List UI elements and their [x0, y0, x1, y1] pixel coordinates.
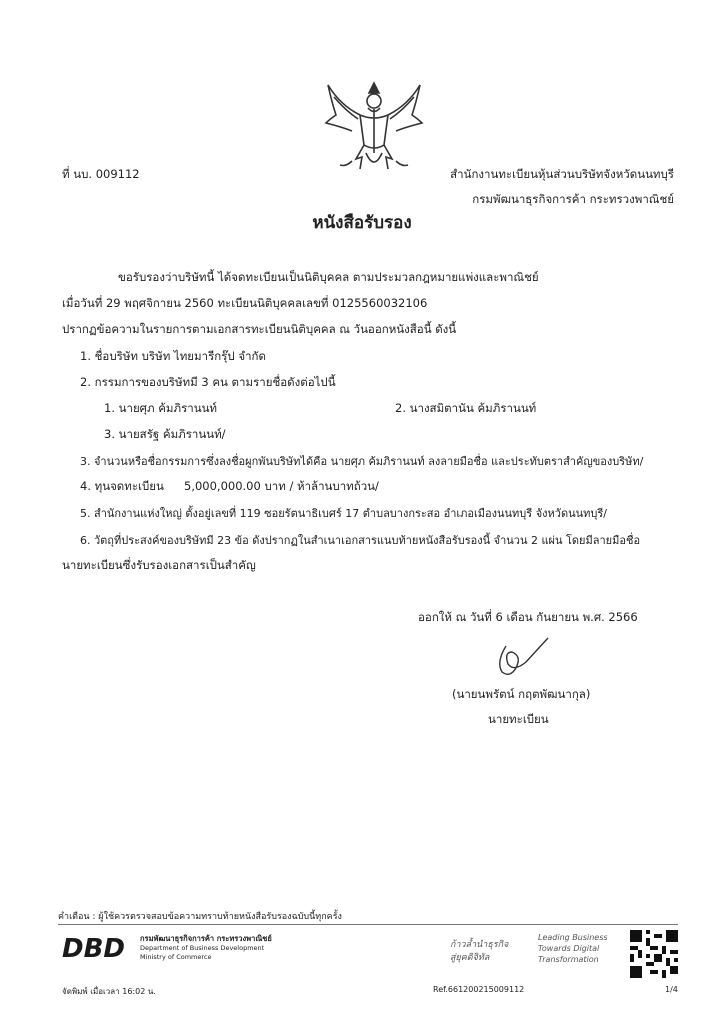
garuda-emblem-icon: [322, 75, 426, 179]
qr-code-icon: [630, 930, 678, 978]
slogan-en-2: Towards Digital: [538, 944, 600, 953]
director-1: 1. นายศุภ ค้มภิรานนท์: [104, 401, 218, 415]
reference-code: Ref.661200215009112: [433, 985, 525, 994]
slogan-th-1: ก้าวล้ำนำธุรกิจ: [450, 940, 509, 950]
department-name-en: Department of Business Development: [140, 944, 265, 952]
slogan-en-1: Leading Business: [538, 933, 608, 942]
dbd-logo-text: DBD: [62, 934, 125, 964]
registrar-name: (นายนพรัตน์ กฤตพัฒนากุล): [452, 687, 591, 701]
issuing-office: สำนักงานทะเบียนหุ้นส่วนบริษัทจังหวัดนนทบุรี: [450, 167, 674, 181]
objectives-item: 6. วัตถุที่ประสงค์ของบริษัทมี 23 ข้อ ดังปรากฏในสำเนาเอกสารแนบท้ายหนังสือรับรองนี้ จำนวน 2 แผ่น โดยมีลายมือชื่อ: [80, 534, 641, 547]
head-office-item: 5. สำนักงานแห่งใหญ่ ตั้งอยู่เลขที่ 119 ซอยรัตนาธิเบศร์ 17 ตำบลบางกระสอ อำเภอเมืองนนทบุรี จังหวัดนนทบุรี/: [80, 507, 607, 520]
reference-number: ที่ นบ. 009112: [62, 167, 140, 181]
footer-warning: คำเตือน : ผู้ใช้ควรตรวจสอบข้อความทราบท้ายหนังสือรับรองฉบับนี้ทุกครั้ง: [58, 912, 342, 922]
director-3: 3. นายสรัฐ ค้มภิรานนท์/: [104, 427, 226, 441]
directors-count-item: 2. กรรมการของบริษัทมี 3 คน ตามรายชื่อดังต่อไปนี้: [80, 375, 336, 389]
dbd-logo-icon: [60, 930, 134, 964]
registered-capital-value: 5,000,000.00 บาท / ห้าล้านบาทถ้วน/: [184, 479, 379, 493]
authorized-signatory-item: 3. จำนวนหรือชื่อกรรมการซึ่งลงชื่อผูกพันบริษัทได้คือ นายศุภ ค้มภิรานนท์ ลงลายมือชื่อ และประทับตราสำคัญของบริษัท/: [80, 455, 644, 468]
footer-divider: [58, 924, 678, 925]
registration-date-number: เมื่อวันที่ 29 พฤศจิกายน 2560 ทะเบียนนิติบุคคลเลขที่ 0125560032106: [62, 296, 428, 310]
page-number: 1/4: [665, 985, 678, 994]
registrar-title: นายทะเบียน: [488, 712, 549, 726]
company-name-item: 1. ชื่อบริษัท บริษัท ไทยมารีกรุ๊ป จำกัด: [80, 349, 266, 363]
document-title: หนังสือรับรอง: [312, 213, 412, 233]
issuing-department: กรมพัฒนาธุรกิจการค้า กระทรวงพาณิชย์: [472, 192, 674, 206]
slogan-en-3: Transformation: [538, 955, 599, 964]
certification-statement: ขอรับรองว่าบริษัทนี้ ได้จดทะเบียนเป็นนิติบุคคล ตามประมวลกฎหมายแพ่งและพาณิชย์: [118, 270, 539, 284]
director-2: 2. นางสมิตานัน ค้มภิรานนท์: [395, 401, 537, 415]
details-intro: ปรากฏข้อความในรายการตามเอกสารทะเบียนนิติบุคคล ณ วันออกหนังสือนี้ ดังนี้: [62, 322, 457, 336]
printed-time: จัดพิมพ์ เมื่อเวลา 16:02 น.: [62, 987, 156, 996]
objectives-item-continued: นายทะเบียนซึ่งรับรองเอกสารเป็นสำคัญ: [62, 558, 256, 572]
registered-capital-label: 4. ทุนจดทะเบียน: [80, 479, 164, 493]
ministry-name-en: Ministry of Commerce: [140, 953, 212, 961]
registrar-signature-icon: [492, 632, 556, 680]
department-name-th: กรมพัฒนาธุรกิจการค้า กระทรวงพาณิชย์: [140, 934, 272, 943]
slogan-th-2: สู่ยุคดิจิทัล: [450, 953, 490, 963]
issue-date: ออกให้ ณ วันที่ 6 เดือน กันยายน พ.ศ. 2566: [418, 610, 638, 624]
